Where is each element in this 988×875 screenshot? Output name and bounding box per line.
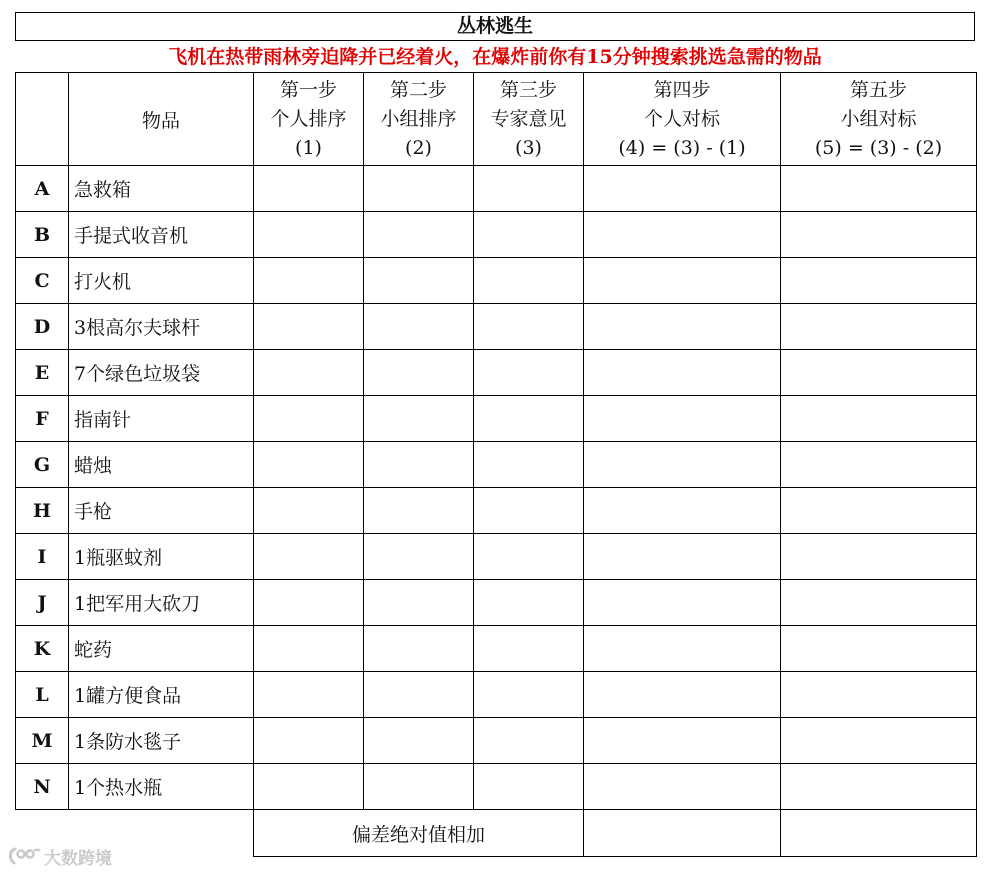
- step-3-formula: (3): [515, 136, 542, 159]
- row-item: 打火机: [69, 258, 254, 304]
- table-row: [16, 166, 977, 212]
- header-step-5: [781, 73, 977, 166]
- step-4-cell[interactable]: [584, 764, 781, 810]
- row-item: 1把军用大砍刀: [69, 580, 254, 626]
- step-3-name: 专家意见: [490, 107, 567, 130]
- step-4-cell[interactable]: [584, 166, 781, 212]
- step-2-cell[interactable]: [364, 212, 474, 258]
- row-item: 1个热水瓶: [69, 764, 254, 810]
- watermark: [8, 843, 112, 869]
- table-row: [16, 626, 977, 672]
- step-3-cell[interactable]: [474, 580, 584, 626]
- row-letter: A: [16, 166, 69, 212]
- row-item: 1条防水毯子: [69, 718, 254, 764]
- step-5-name: 小组对标: [840, 107, 917, 130]
- table-row: [16, 488, 977, 534]
- row-item: 7个绿色垃圾袋: [69, 350, 254, 396]
- footer-step-4-sum[interactable]: [584, 810, 781, 857]
- header-row: [16, 73, 977, 166]
- step-1-cell[interactable]: [254, 488, 364, 534]
- step-5-cell[interactable]: [781, 626, 977, 672]
- row-item: 手枪: [69, 488, 254, 534]
- step-5-cell[interactable]: [781, 350, 977, 396]
- row-item: 3根高尔夫球杆: [69, 304, 254, 350]
- row-letter: N: [16, 764, 69, 810]
- step-5-cell[interactable]: [781, 166, 977, 212]
- step-5-cell[interactable]: [781, 258, 977, 304]
- step-5-cell[interactable]: [781, 672, 977, 718]
- step-5-title: 第五步: [849, 78, 907, 101]
- step-5-cell[interactable]: [781, 764, 977, 810]
- ranking-table: [15, 72, 977, 857]
- step-2-cell[interactable]: [364, 534, 474, 580]
- step-3-cell[interactable]: [474, 764, 584, 810]
- row-letter: J: [16, 580, 69, 626]
- step-4-cell[interactable]: [584, 396, 781, 442]
- watermark-text: 大数跨境: [44, 848, 112, 869]
- header-step-2: [364, 73, 474, 166]
- step-4-cell[interactable]: [584, 258, 781, 304]
- step-2-cell[interactable]: [364, 396, 474, 442]
- row-letter: G: [16, 442, 69, 488]
- step-1-title: 第一步: [279, 78, 337, 101]
- step-2-cell[interactable]: [364, 488, 474, 534]
- step-4-title: 第四步: [653, 78, 711, 101]
- step-1-name: 个人排序: [270, 107, 347, 130]
- step-3-cell[interactable]: [474, 166, 584, 212]
- footer-row: [16, 810, 977, 857]
- step-2-title: 第二步: [389, 78, 447, 101]
- table-row: [16, 304, 977, 350]
- step-3-cell[interactable]: [474, 672, 584, 718]
- step-2-cell[interactable]: [364, 442, 474, 488]
- step-4-cell[interactable]: [584, 534, 781, 580]
- row-letter: C: [16, 258, 69, 304]
- step-5-cell[interactable]: [781, 442, 977, 488]
- step-1-cell[interactable]: [254, 304, 364, 350]
- step-4-cell[interactable]: [584, 626, 781, 672]
- row-letter: L: [16, 672, 69, 718]
- header-step-4: [584, 73, 781, 166]
- step-1-cell[interactable]: [254, 258, 364, 304]
- step-1-cell[interactable]: [254, 350, 364, 396]
- footer-label: 偏差绝对值相加: [254, 810, 584, 857]
- step-3-cell[interactable]: [474, 212, 584, 258]
- step-5-cell[interactable]: [781, 534, 977, 580]
- table-row: [16, 718, 977, 764]
- step-2-cell[interactable]: [364, 672, 474, 718]
- step-1-cell[interactable]: [254, 396, 364, 442]
- table-row: [16, 350, 977, 396]
- table-row: [16, 396, 977, 442]
- watermark-logo-icon: [8, 845, 42, 867]
- step-5-cell[interactable]: [781, 396, 977, 442]
- step-5-cell[interactable]: [781, 718, 977, 764]
- step-4-cell[interactable]: [584, 304, 781, 350]
- step-4-formula: (4) = (3) - (1): [618, 136, 746, 159]
- table-row: [16, 258, 977, 304]
- step-3-cell[interactable]: [474, 258, 584, 304]
- step-4-name: 个人对标: [643, 107, 720, 130]
- step-4-cell[interactable]: [584, 718, 781, 764]
- header-letter-cell: [16, 73, 69, 166]
- header-item: 物品: [69, 73, 254, 166]
- step-5-formula: (5) = (3) - (2): [814, 136, 943, 159]
- row-item: 1瓶驱蚊剂: [69, 534, 254, 580]
- step-1-cell[interactable]: [254, 718, 364, 764]
- step-3-title: 第三步: [499, 78, 557, 101]
- table-row: [16, 534, 977, 580]
- step-3-cell[interactable]: [474, 442, 584, 488]
- step-1-cell[interactable]: [254, 212, 364, 258]
- row-item: 手提式收音机: [69, 212, 254, 258]
- step-4-cell[interactable]: [584, 672, 781, 718]
- row-letter: D: [16, 304, 69, 350]
- step-2-formula: (2): [405, 136, 432, 159]
- step-2-cell[interactable]: [364, 350, 474, 396]
- row-item: 急救箱: [69, 166, 254, 212]
- table-row: [16, 764, 977, 810]
- step-3-cell[interactable]: [474, 626, 584, 672]
- step-2-cell[interactable]: [364, 166, 474, 212]
- step-2-cell[interactable]: [364, 626, 474, 672]
- row-letter: E: [16, 350, 69, 396]
- step-1-formula: (1): [295, 136, 322, 159]
- step-3-cell[interactable]: [474, 396, 584, 442]
- row-letter: M: [16, 718, 69, 764]
- step-1-cell[interactable]: [254, 534, 364, 580]
- row-letter: H: [16, 488, 69, 534]
- header-step-3: [474, 73, 584, 166]
- step-5-cell[interactable]: [781, 488, 977, 534]
- sheet-title: 丛林逃生: [15, 12, 975, 41]
- step-5-cell[interactable]: [781, 304, 977, 350]
- row-item: 蜡烛: [69, 442, 254, 488]
- step-2-cell[interactable]: [364, 580, 474, 626]
- step-3-cell[interactable]: [474, 350, 584, 396]
- step-2-cell[interactable]: [364, 764, 474, 810]
- step-5-cell[interactable]: [781, 212, 977, 258]
- row-item: 1罐方便食品: [69, 672, 254, 718]
- table-row: [16, 580, 977, 626]
- row-letter: K: [16, 626, 69, 672]
- step-4-cell[interactable]: [584, 580, 781, 626]
- row-letter: B: [16, 212, 69, 258]
- step-1-cell[interactable]: [254, 764, 364, 810]
- step-4-cell[interactable]: [584, 350, 781, 396]
- step-1-cell[interactable]: [254, 166, 364, 212]
- step-2-cell[interactable]: [364, 718, 474, 764]
- table-row: [16, 672, 977, 718]
- step-2-cell[interactable]: [364, 258, 474, 304]
- header-step-1: [254, 73, 364, 166]
- row-letter: I: [16, 534, 69, 580]
- scenario-description: 飞机在热带雨林旁迫降并已经着火，在爆炸前你有15分钟搜索挑选急需的物品: [168, 46, 822, 68]
- step-3-cell[interactable]: [474, 718, 584, 764]
- step-3-cell[interactable]: [474, 488, 584, 534]
- step-3-cell[interactable]: [474, 534, 584, 580]
- step-5-cell[interactable]: [781, 580, 977, 626]
- step-1-cell[interactable]: [254, 626, 364, 672]
- table-row: [16, 212, 977, 258]
- row-item: 指南针: [69, 396, 254, 442]
- table-row: [16, 442, 977, 488]
- step-3-cell[interactable]: [474, 304, 584, 350]
- step-2-name: 小组排序: [380, 107, 457, 130]
- step-4-cell[interactable]: [584, 442, 781, 488]
- row-item: 蛇药: [69, 626, 254, 672]
- row-letter: F: [16, 396, 69, 442]
- step-2-cell[interactable]: [364, 304, 474, 350]
- step-4-cell[interactable]: [584, 488, 781, 534]
- step-1-cell[interactable]: [254, 580, 364, 626]
- footer-step-5-sum[interactable]: [781, 810, 977, 857]
- step-4-cell[interactable]: [584, 212, 781, 258]
- step-1-cell[interactable]: [254, 672, 364, 718]
- step-1-cell[interactable]: [254, 442, 364, 488]
